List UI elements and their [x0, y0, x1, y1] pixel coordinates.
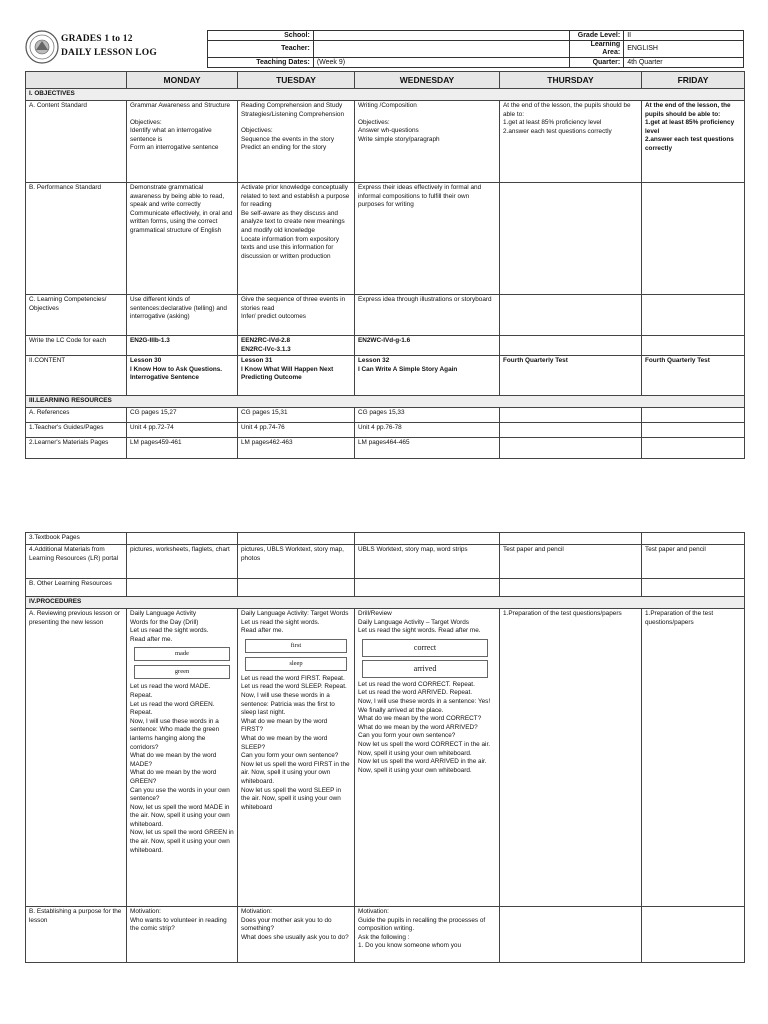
row-label: 1.Teacher's Guides/Pages	[26, 423, 127, 438]
cell-purpose-fri	[642, 907, 745, 963]
area-value: ENGLISH	[624, 41, 744, 58]
cell-line: What do we mean by the word CORRECT?	[358, 715, 482, 723]
cell-line: Form an interrogative sentence	[130, 144, 219, 152]
cell-tg-thu	[500, 423, 642, 438]
cell-line: 1.get at least 85% proficiency level	[503, 119, 602, 127]
table-row	[26, 423, 745, 438]
sight-word-card: arrived	[362, 660, 488, 678]
cell-additional-thu: Test paper and pencil	[500, 545, 642, 579]
teacher-value	[313, 41, 569, 58]
grade-label: Grade Level:	[570, 31, 624, 41]
row-label: B. Other Learning Resources	[26, 579, 127, 597]
cell-line: Locate information from expository texts and use this information for discussion or written production	[241, 235, 340, 260]
cell-lm-wed: LM pages464-465	[355, 438, 500, 459]
cell-line: Writing /Composition	[358, 102, 417, 109]
area-label: Learning Area:	[570, 41, 624, 58]
cell-content-thu	[500, 101, 642, 183]
cell-line: Demonstrate grammatical awareness by being able to read, speak and write correctly	[130, 184, 225, 209]
teacher-label: Teacher:	[208, 41, 314, 58]
cell-textbook-mon	[127, 533, 238, 545]
cell-line: Predict an ending for the story	[241, 144, 327, 152]
cell-line: What do we mean by the word ARRIVED?	[358, 723, 478, 731]
cell-content-lesson-thu: Fourth Quarterly Test	[500, 356, 642, 396]
cell-review-thu: 1.Preparation of the test questions/papers	[500, 609, 642, 907]
cell-line: What do we mean by the word SLEEP?	[241, 734, 328, 751]
cell-line: Guide the pupils in recalling the processes of composition writing.	[358, 916, 486, 933]
cell-other-mon	[127, 579, 238, 597]
cell-line	[241, 119, 351, 127]
cell-line: EEN2RC-IVd-2.8	[241, 337, 291, 344]
cell-line: Daily Language Activity	[130, 610, 197, 617]
table-row	[26, 101, 745, 183]
row-label: 4.Additional Materials from Learning Resources (LR) portal	[26, 545, 127, 579]
sight-word-card: green	[134, 665, 230, 679]
cell-line: Motivation:	[358, 908, 389, 915]
review-wed-steps	[358, 681, 496, 776]
cell-line: Objectives:	[241, 127, 273, 135]
lesson-table-bottom	[25, 532, 745, 963]
review-mon-steps	[130, 683, 234, 855]
cell-line: EN2RC-IVc-3.1.3	[241, 345, 291, 353]
cell-line: Now let us spell the word FIRST in the air. Now, spell it using your own whiteboard.	[241, 760, 350, 785]
header-info-table	[207, 30, 744, 68]
row-label: II.CONTENT	[26, 356, 127, 396]
table-row	[26, 579, 745, 597]
cell-line: Lesson 32	[358, 357, 390, 365]
cell-competency-mon	[127, 295, 238, 336]
cell-tg-fri	[642, 423, 745, 438]
cell-performance-thu	[500, 183, 642, 295]
cell-line: What do we mean by the word GREEN?	[130, 769, 217, 785]
sight-word-card: correct	[362, 639, 488, 657]
cell-line: Lesson 30	[130, 357, 162, 365]
cell-line	[130, 111, 234, 119]
cell-line: Now let us spell the word CORRECT in the air. Now, spell it using your own whiteboard.	[358, 740, 491, 757]
cell-line: Write simple story/paragraph	[358, 135, 440, 143]
cell-line: EN2WC-IVd-g-1.6	[358, 337, 411, 344]
cell-line: Let us read the word ARRIVED. Repeat.	[358, 689, 473, 697]
cell-lc-fri	[642, 336, 745, 356]
brand-title	[61, 32, 157, 60]
cell-textbook-tue	[238, 533, 355, 545]
cell-line: Be self-aware as they discuss and analyze text to create new meanings and modify old knowledge	[241, 209, 345, 234]
cell-lm-mon: LM pages459-461	[127, 438, 238, 459]
cell-lm-thu	[500, 438, 642, 459]
cell-content-mon	[127, 101, 238, 183]
cell-line: Lesson 31	[241, 357, 273, 365]
cell-line: At the end of the lesson, the pupils should be able to:	[645, 102, 731, 118]
cell-line: Let us read the word CORRECT. Repeat.	[358, 680, 475, 688]
table-row	[26, 408, 745, 423]
day-header-monday: MONDAY	[127, 72, 238, 89]
cell-line: 2.answer each test questions correctly	[503, 127, 612, 135]
row-label: 2.Learner's Materials Pages	[26, 438, 127, 459]
cell-performance-mon	[127, 183, 238, 295]
cell-line: Objectives:	[130, 118, 162, 126]
cell-content-lesson-mon	[127, 356, 238, 396]
cell-additional-wed: UBLS Worktext, story map, word strips	[355, 545, 500, 579]
cell-review-mon	[127, 609, 238, 907]
section-learning-resources: III.LEARNING RESOURCES	[26, 396, 745, 408]
cell-lc-thu	[500, 336, 642, 356]
cell-line: Read after me.	[241, 627, 284, 635]
cell-other-fri	[642, 579, 745, 597]
cell-line: Who wants to volunteer in reading the comic strip?	[130, 916, 227, 933]
cell-ref-tue: CG pages 15,31	[238, 408, 355, 423]
cell-line: Let us read the sight words.	[241, 618, 320, 626]
cell-ref-wed: CG pages 15,33	[355, 408, 500, 423]
cell-other-thu	[500, 579, 642, 597]
cell-line: Let us read the word FIRST. Repeat.	[241, 674, 345, 682]
cell-line: I Know What Will Happen Next Predicting Outcome	[241, 365, 334, 382]
cell-line: Can you form your own sentence?	[241, 752, 339, 760]
brand-line-1: GRADES 1 to 12	[61, 34, 133, 44]
cell-line: Drill/Review	[358, 610, 392, 617]
table-row	[26, 336, 745, 356]
cell-line: Daily Language Activity: Target Words	[241, 610, 349, 617]
cell-line: Express their ideas effectively in formal and informal compositions to fulfill their own purposes for writing	[358, 184, 482, 209]
cell-line: I Know How to Ask Questions.	[130, 365, 223, 373]
cell-line: Read after me.	[130, 635, 173, 643]
cell-line: I Can Write A Simple Story Again	[358, 365, 458, 373]
cell-line: Daily Language Activity – Target Words	[358, 618, 469, 626]
cell-line: Sequence the events in the story	[241, 135, 335, 143]
cell-textbook-wed	[355, 533, 500, 545]
cell-tg-tue: Unit 4 pp.74-76	[238, 423, 355, 438]
cell-content-lesson-wed	[355, 356, 500, 396]
cell-line: Does your mother ask you to do something?	[241, 916, 332, 933]
cell-additional-mon: pictures, worksheets, flaglets, chart	[127, 545, 238, 579]
cell-content-fri	[642, 101, 745, 183]
cell-lm-fri	[642, 438, 745, 459]
cell-review-fri: 1.Preparation of the test questions/papers	[642, 609, 745, 907]
cell-performance-wed	[355, 183, 500, 295]
cell-line: Let us read the sight words. Read after me.	[358, 627, 481, 635]
quarter-value: 4th Quarter	[624, 58, 744, 68]
cell-competency-thu	[500, 295, 642, 336]
cell-ref-mon: CG pages 15,27	[127, 408, 238, 423]
row-label: B. Performance Standard	[26, 183, 127, 295]
cell-line: Let us read the word MADE. Repeat.	[130, 683, 211, 699]
cell-line: Can you use the words in your own sentence?	[130, 786, 230, 803]
cell-purpose-thu	[500, 907, 642, 963]
cell-line: Now, I will use these words in a sentence: Yes! We finally arrived at the place.	[358, 697, 491, 714]
cell-additional-fri: Test paper and pencil	[642, 545, 745, 579]
row-label: A. Content Standard	[26, 101, 127, 183]
cell-line: Give the sequence of three events in stories read	[241, 296, 346, 312]
cell-purpose-tue	[238, 907, 355, 963]
cell-tg-wed: Unit 4 pp.76-78	[355, 423, 500, 438]
lesson-table-top	[25, 71, 745, 459]
cell-line: Now, let us spell the word GREEN in the air. Now, spell it using your own whiteboard.	[130, 829, 234, 854]
cell-line: Let us read the sight words.	[130, 627, 209, 635]
cell-line: Let us read the word GREEN. Repeat.	[130, 700, 215, 717]
row-label: 3.Textbook Pages	[26, 533, 127, 545]
cell-content-lesson-tue	[238, 356, 355, 396]
cell-review-tue	[238, 609, 355, 907]
cell-content-lesson-fri: Fourth Quarterly Test	[642, 356, 745, 396]
deped-seal-icon	[25, 30, 59, 64]
cell-line: Words for the Day (Drill)	[130, 618, 199, 626]
cell-line: Can you form your own sentence?	[358, 732, 456, 740]
cell-competency-tue	[238, 295, 355, 336]
cell-competency-fri	[642, 295, 745, 336]
table-row	[26, 907, 745, 963]
table-row	[26, 295, 745, 336]
section-objectives: I. OBJECTIVES	[26, 89, 745, 101]
cell-review-wed	[355, 609, 500, 907]
cell-ref-thu	[500, 408, 642, 423]
cell-textbook-thu	[500, 533, 642, 545]
cell-line: What does she usually ask you to do?	[241, 933, 349, 941]
review-mon-intro	[130, 610, 234, 644]
cell-lc-mon	[127, 336, 238, 356]
cell-line: Let us read the word SLEEP. Repeat.	[241, 683, 347, 691]
grade-value: II	[624, 31, 744, 41]
cell-line: Objectives:	[358, 118, 390, 126]
table-row	[26, 356, 745, 396]
cell-tg-mon: Unit 4 pp.72-74	[127, 423, 238, 438]
sight-word-card: made	[134, 647, 230, 661]
cell-performance-tue	[238, 183, 355, 295]
cell-line: Express idea through illustrations or storyboard	[358, 296, 492, 303]
row-label: A. References	[26, 408, 127, 423]
cell-performance-fri	[642, 183, 745, 295]
row-label: A. Reviewing previous lesson or presenting the new lesson	[26, 609, 127, 907]
review-wed-intro	[358, 610, 496, 636]
cell-line: At the end of the lesson, the pupils should be able to:	[503, 102, 631, 118]
table-row	[26, 438, 745, 459]
cell-purpose-mon	[127, 907, 238, 963]
day-header-wednesday: WEDNESDAY	[355, 72, 500, 89]
cell-line: Motivation:	[130, 908, 161, 915]
cell-ref-fri	[642, 408, 745, 423]
cell-line: Grammar Awareness and Structure	[130, 102, 231, 109]
cell-line: 1.get at least 85% proficiency level	[645, 119, 735, 135]
cell-line: Use different kinds of sentences:declarative (telling) and interrogative (asking)	[130, 296, 227, 321]
cell-line: 2.answer each test questions correctly	[645, 136, 734, 152]
dates-value: (Week 9)	[313, 58, 569, 68]
cell-line: What do we mean by the word FIRST?	[241, 717, 328, 734]
dates-label: Teaching Dates:	[208, 58, 314, 68]
cell-line	[358, 111, 496, 119]
cell-content-tue	[238, 101, 355, 183]
cell-line: Now, I will use these words in a sentence: Who made the green lanterns hanging along the corridors?	[130, 717, 220, 751]
cell-line: Motivation:	[241, 908, 272, 915]
section-procedures: IV.PROCEDURES	[26, 597, 745, 609]
cell-textbook-fri	[642, 533, 745, 545]
cell-line: Identify what an interrogative sentence is	[130, 127, 212, 143]
cell-line: Now, I will use these words in a sentence: Patricia was the first to sleep last night.	[241, 691, 335, 717]
quarter-label: Quarter:	[570, 58, 624, 68]
day-header-tuesday: TUESDAY	[238, 72, 355, 89]
school-value	[313, 31, 569, 41]
table-row	[26, 533, 745, 545]
review-tue-steps	[241, 675, 351, 813]
cell-line: Now let us spell the word ARRIVED in the air. Now, spell it using your own whiteboard.	[358, 758, 487, 774]
cell-line: Activate prior knowledge conceptually related to text and establish a purpose for reading	[241, 184, 350, 209]
table-row	[26, 183, 745, 295]
table-row	[26, 545, 745, 579]
school-label: School:	[208, 31, 314, 41]
corner-header	[26, 72, 127, 89]
row-label: B. Establishing a purpose for the lesson	[26, 907, 127, 963]
cell-content-wed	[355, 101, 500, 183]
cell-line: Answer wh-questions	[358, 127, 419, 135]
day-header-thursday: THURSDAY	[500, 72, 642, 89]
cell-purpose-wed	[355, 907, 500, 963]
cell-line: Now let us spell the word SLEEP in the air. Now, spell it using your own whiteboard	[241, 786, 342, 811]
cell-lc-wed	[355, 336, 500, 356]
cell-other-wed	[355, 579, 500, 597]
cell-competency-wed	[355, 295, 500, 336]
cell-line: Interrogative Sentence	[130, 374, 199, 382]
cell-line: Now, let us spell the word MADE in the air. Now, spell it using your own whiteboard.	[130, 803, 230, 828]
cell-line: What do we mean by the word MADE?	[130, 752, 217, 768]
day-header-friday: FRIDAY	[642, 72, 745, 89]
cell-line: Communicate effectively, in oral and written forms, using the correct grammatical structure of English	[130, 209, 233, 234]
sight-word-card: first	[245, 639, 347, 653]
cell-lc-tue	[238, 336, 355, 356]
cell-line: Ask the following :	[358, 933, 410, 941]
row-label: Write the LC Code for each	[26, 336, 127, 356]
cell-line: Reading Comprehension and Study Strategies/Listening Comprehension	[241, 102, 345, 118]
sight-word-card: sleep	[245, 657, 347, 671]
cell-lm-tue: LM pages462-463	[238, 438, 355, 459]
cell-additional-tue: pictures, UBLS Worktext, story map, photos	[238, 545, 355, 579]
cell-line: 1. Do you know someone whom you	[358, 942, 462, 950]
table-row	[26, 609, 745, 907]
cell-other-tue	[238, 579, 355, 597]
brand-line-2: DAILY LESSON LOG	[61, 48, 157, 58]
row-label: C. Learning Competencies/ Objectives	[26, 295, 127, 336]
cell-line: Infer/ predict outcomes	[241, 313, 307, 321]
cell-line: EN2G-IIIb-1.3	[130, 337, 170, 344]
review-tue-intro	[241, 610, 351, 636]
